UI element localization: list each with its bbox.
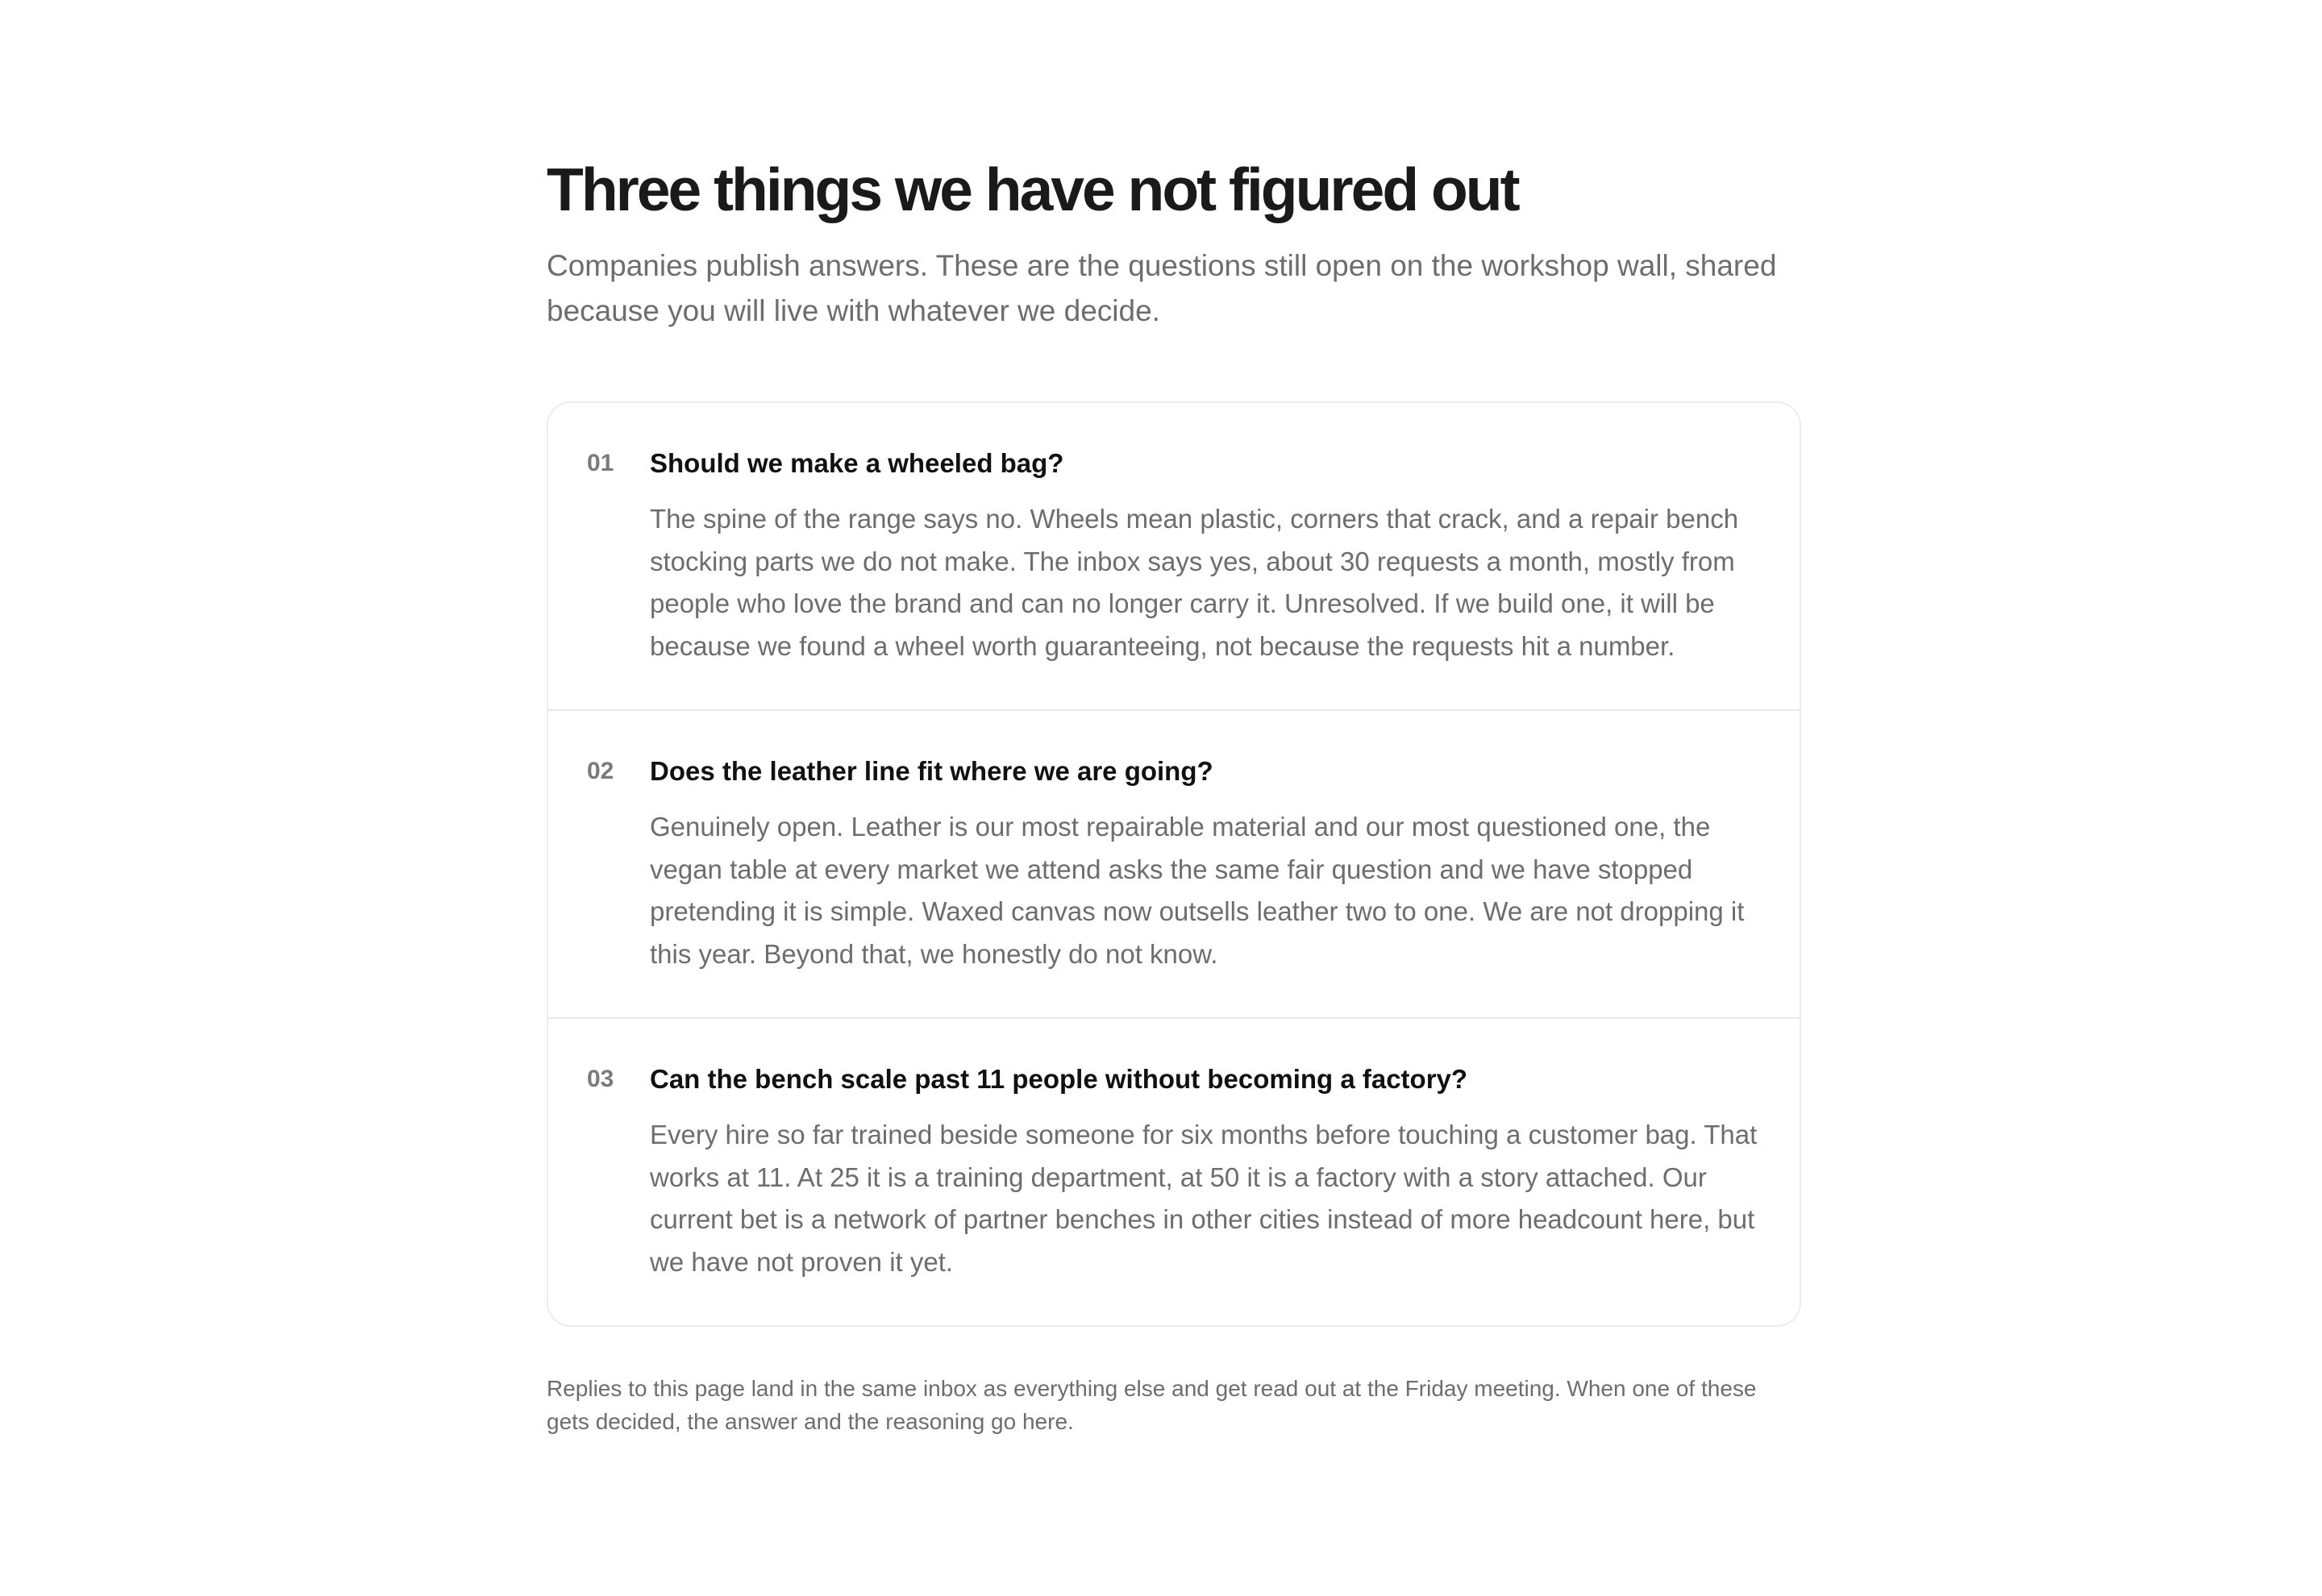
question-number: 01 [587,450,614,476]
open-questions-page [547,153,1801,1438]
footer-note: Replies to this page land in the same inbox as everything else and get read out at the Friday meeting. When one of these gets decided, the answer and the reasoning go here. [547,1376,1757,1434]
question-item-01 [548,403,1800,709]
question-answer: The spine of the range says no. Wheels mean plastic, corners that crack, and a repair bench stocking parts we do not make. The inbox says yes, about 30 requests a month, mostly from people who love the brand and can no longer carry it. Unresolved. If we build one, it will be because we found a wheel worth guaranteeing, not because the requests hit a number. [650,504,1739,661]
question-answer: Every hire so far trained beside someone for six months before touching a customer bag. That works at 11. At 25 it is a training department, at 50 it is a factory with a story attached. Our current bet is a network of partner benches in other cities instead of more headcount here, but we have not proven it yet. [650,1120,1758,1277]
question-content [650,445,1761,667]
page-title: Three things we have not figured out [547,156,1518,223]
question-item-03 [548,1017,1800,1325]
questions-card [547,401,1801,1327]
question-number: 03 [587,1066,614,1092]
question-answer: Genuinely open. Leather is our most repairable material and our most questioned one, the vegan table at every market we attend asks the same fair question and we have stopped pretending it is simple. Waxed canvas now outsells leather two to one. We are not dropping it this year. Beyond that, we honestly do not know. [650,812,1745,969]
question-number: 02 [587,758,614,784]
question-content [650,1061,1761,1283]
question-heading: Should we make a wheeled bag? [650,448,1064,478]
page-subtitle: Companies publish answers. These are the questions still open on the workshop wall, shared because you will live with whatever we decide. [547,249,1777,327]
question-content [650,753,1761,975]
question-item-02 [548,709,1800,1017]
question-heading: Can the bench scale past 11 people without becoming a factory? [650,1064,1468,1094]
question-heading: Does the leather line fit where we are going? [650,756,1213,786]
